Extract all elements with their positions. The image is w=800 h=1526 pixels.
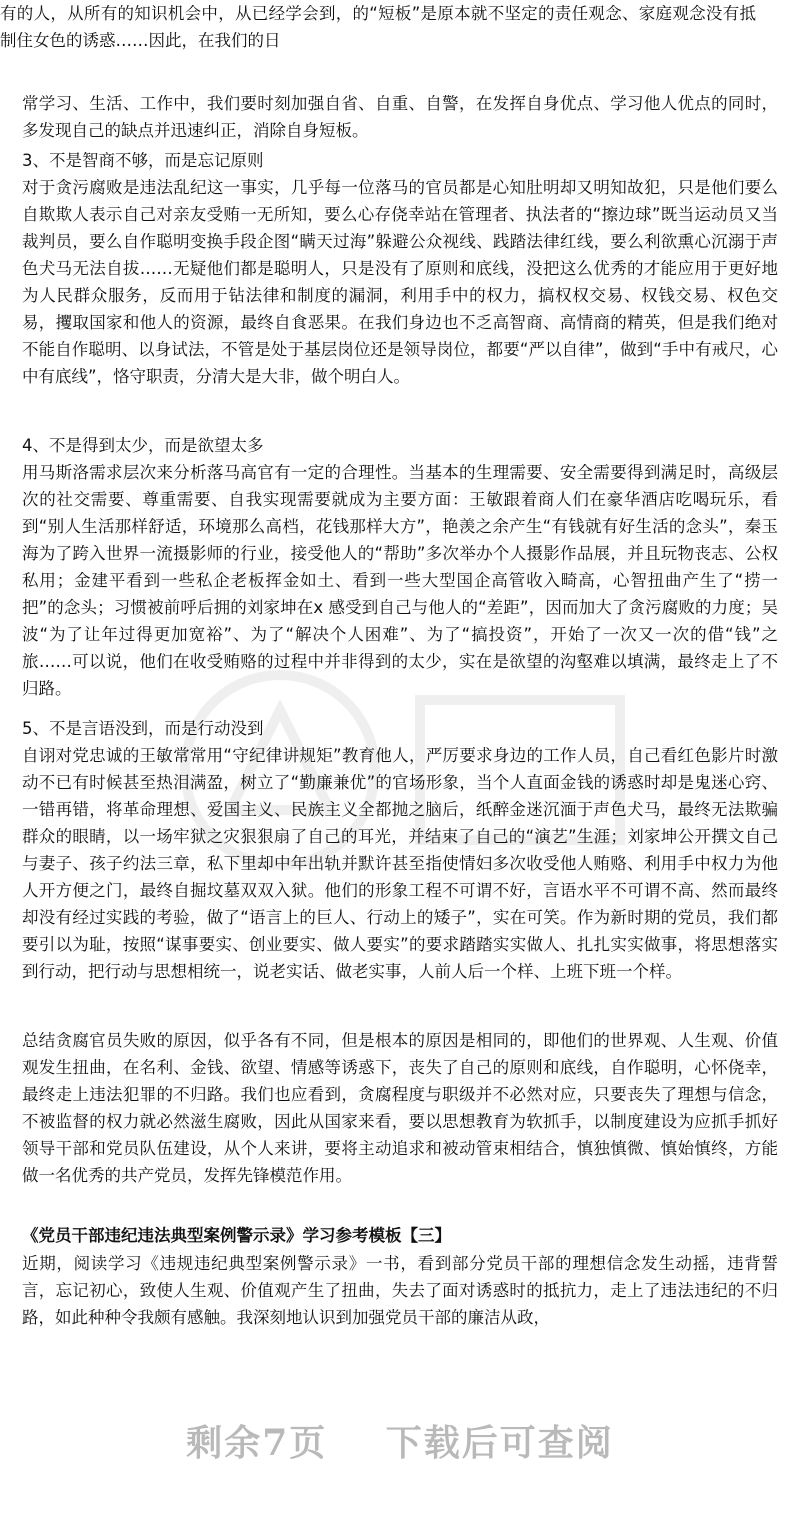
remaining-pages-label: 剩余7页 (186, 1422, 328, 1464)
section-title-template-3: 《党员干部违纪违法典型案例警示录》学习参考模板【三】 (22, 1226, 451, 1245)
paragraph-section-4: 用马斯洛需求层次来分析落马高官有一定的合理性。当基本的生理需要、安全需要得到满足时，高级层次的社交需要、尊重需要、自我实现需要就成为主要方面：王敏跟着商人们在豪华酒店吃喝玩乐，看到“别人生活那样舒适，环境那么高档，花钱那样大方”，艳羡之余产生“有钱就有好生活的念头”，秦玉海为了跨入世界一流摄影师的行业，接受他人的“帮助”多次举办个人摄影作品展，并且玩物丧志、公权私用；金建平看到一些私企老板挥金如土、看到一些大型国企高管收入畸高，心智扭曲产生了“捞一把”的念头；习惯被前呼后拥的刘家坤在x 感受到自己与他人的“差距”，因而加大了贪污腐败的力度；吴波“为了让年过得更加宽裕”、为了“解决个人困难”、为了“搞投资”，开始了一次又一次的借“钱”之旅……可以说，他们在收受贿赂的过程中并非得到的太少，实在是欲望的沟壑难以填满，最终走上了不归路。 (22, 463, 778, 698)
heading-section-3: 3、不是智商不够，而是忘记原则 (22, 151, 264, 170)
paragraph-summary: 总结贪腐官员失败的原因，似乎各有不同，但是根本的原因是相同的，即他们的世界观、人生观、价值观发生扭曲，在名利、金钱、欲望、情感等诱惑下，丧失了自己的原则和底线，自作聪明，心怀侥幸，最终走上违法犯罪的不归路。我们也应看到，贪腐程度与职级并不必然对应，只要丧失了理想与信念，不被监督的权力就必然滋生腐败，因此从国家来看，要以思想教育为软抓手，以制度建设为应抓手抓好领导干部和党员队伍建设，从个人来讲，要将主动追求和被动管束相结合，慎独慎微、慎始慎终，方能做一名优秀的共产党员，发挥先锋模范作用。 (22, 1031, 778, 1185)
heading-section-5: 5、不是言语没到，而是行动没到 (22, 719, 264, 738)
paragraph-intro: 近期，阅读学习《违规违纪典型案例警示录》一书，看到部分党员干部的理想信念发生动摇，违背誓言，忘记初心，致使人生观、价值观产生了扭曲，失去了面对诱惑时的抵抗力，走上了违法违纪的不归路，如此种种令我颇有感触。我深刻地认识到加强党员干部的廉洁从政， (22, 1254, 778, 1327)
paragraph-section-3: 对于贪污腐败是违法乱纪这一事实，几乎每一位落马的官员都是心知肚明却又明知故犯，只是他们要么自欺欺人表示自己对亲友受贿一无所知，要么心存侥幸站在管理者、执法者的“擦边球”既当运动员又当裁判员，要么自作聪明变换手段企图“瞒天过海”躲避公众视线、践踏法律红线，要么利欲熏心沉溺于声色犬马无法自拔……无疑他们都是聪明人，只是没有了原则和底线，没把这么优秀的才能应用于更好地为人民群众服务，反而用于钻法律和制度的漏洞，利用手中的权力，搞权权交易、权钱交易、权色交易，攫取国家和他人的资源，最终自食恶果。在我们身边也不乏高智商、高情商的精英，但是我们绝对不能自作聪明、以身试法，不管是处于基层岗位还是领导岗位，都要“严以自律”，做到“手中有戒尺，心中有底线”，恪守职责，分清大是大非，做个明白人。 (22, 178, 778, 386)
top-partial-paragraph: 有的人，从所有的知识机会中，从已经学会到，的“短板”是原本就不坚定的责任观念、家庭观念没有抵制住女色的诱惑……因此，在我们的日 (0, 4, 756, 50)
download-hint-label: 下载后可查阅 (385, 1422, 614, 1464)
paragraph-section-5: 自诩对党忠诚的王敏常常用“守纪律讲规矩”教育他人，严厉要求身边的工作人员，自己看红色影片时激动不已有时候甚至热泪满盈，树立了“勤廉兼优”的官场形象，当个人直面金钱的诱惑时却是鬼迷心窍、一错再错，将革命理想、爱国主义、民族主义全都抛之脑后，纸醉金迷沉湎于声色犬马，最终无法欺骗群众的眼睛，以一场牢狱之灾狠狠扇了自己的耳光，并结束了自己的“演艺”生涯；刘家坤公开撰文自己与妻子、孩子约法三章，私下里却中年出轨并默许甚至指使情妇多次收受他人贿赂、利用手中权力为他人开方便之门，最终自掘坟墓双双入狱。他们的形象工程不可谓不好，言语水平不可谓不高、然而最终却没有经过实践的考验，做了“语言上的巨人、行动上的矮子”，实在可笑。作为新时期的党员，我们都要引以为耻，按照“谋事要实、创业要实、做人要实”的要求踏踏实实做人、扎扎实实做事，将思想落实到行动，把行动与思想相统一，说老实话、做老实事，人前人后一个样、上班下班一个样。 (22, 746, 778, 981)
paragraph-self-reflection: 常学习、生活、工作中，我们要时刻加强自省、自重、自警，在发挥自身优点、学习他人优点的同时，多发现自己的缺点并迅速纠正，消除自身短板。 (22, 94, 778, 140)
top-partial-line-clip (0, 0, 800, 58)
download-footer[interactable] (0, 1415, 800, 1466)
heading-section-4: 4、不是得到太少，而是欲望太多 (22, 436, 264, 455)
